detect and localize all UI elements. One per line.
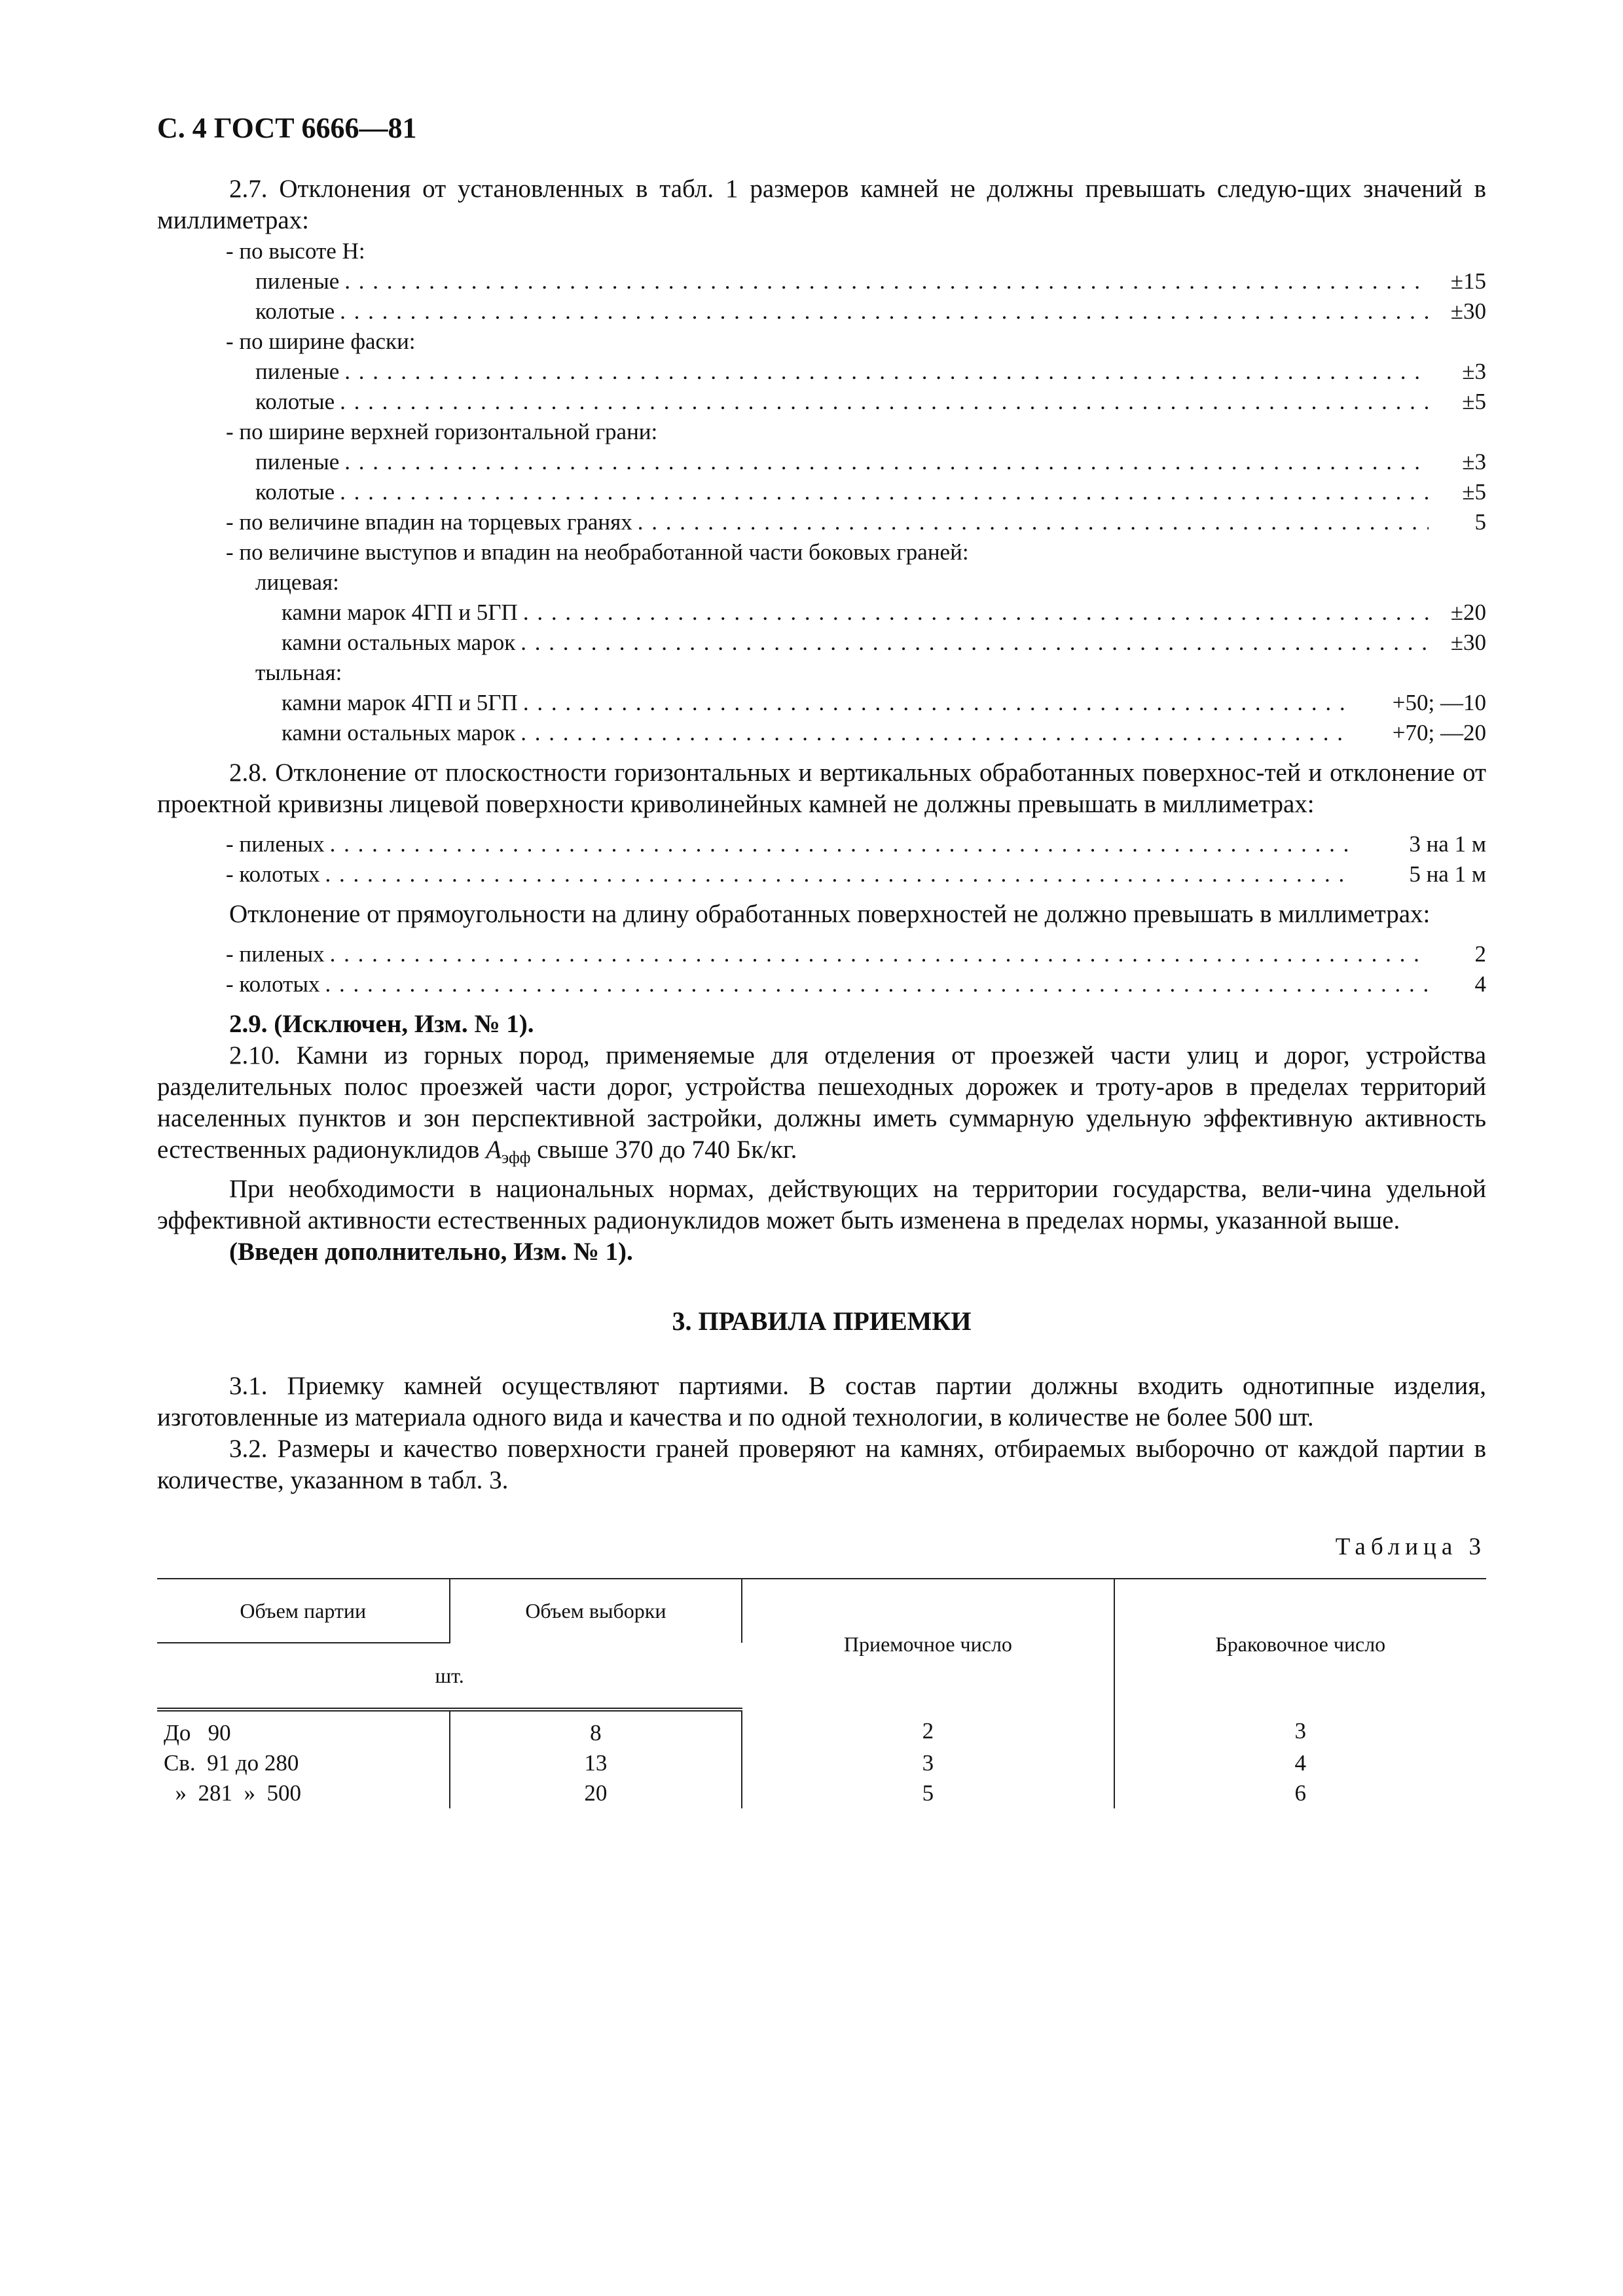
col-header-accept: Приемочное число	[742, 1579, 1114, 1710]
list-item: колотые . . . ±5	[157, 387, 1486, 417]
paragraph-3-1: 3.1. Приемку камней осуществляют партиями. В состав партии должны входить однотипные изделия, изготовленные из материала одного вида и качества и по одной технологии, в количестве не более 500 шт.	[157, 1372, 1486, 1431]
table-row: До 90 8 2 3	[157, 1710, 1486, 1748]
deviation-list-2-7	[157, 236, 1486, 748]
list-item: - пиленых . . . 2	[157, 939, 1486, 969]
list-subtitle-back: тыльная:	[255, 660, 342, 685]
paragraph-3-2: 3.2. Размеры и качество поверхности граней проверяют на камнях, отбираемых выборочно от каждой партии в количестве, указанном в табл. 3.	[157, 1435, 1486, 1494]
paragraph-2-8-rect: Отклонение от прямоугольности на длину обработанных поверхностей не должно превышать в миллиметрах:	[229, 900, 1431, 928]
list-item: - пиленых . . . 3 на 1 м	[157, 829, 1486, 859]
list-item: - колотых . . . 4	[157, 969, 1486, 999]
list-item: камни остальных марок . . . ±30	[157, 628, 1486, 658]
paragraph-2-10-national: При необходимости в национальных нормах, действующих на территории государства, вели-чина удельной эффективной активности естественных радионуклидов может быть изменена в пределах нормы, указанной выше.	[157, 1175, 1486, 1234]
list-item: пиленые . . . ±15	[157, 266, 1486, 296]
list-item: пиленые . . . ±3	[157, 357, 1486, 387]
paragraph-2-10-note: (Введен дополнительно, Изм. № 1).	[229, 1238, 633, 1266]
list-item: камни марок 4ГП и 5ГП . . . ±20	[157, 598, 1486, 628]
document-page	[157, 111, 1486, 1808]
table-row: Св. 91 до 280 13 3 4	[157, 1748, 1486, 1778]
table-row: » 281 » 500 20 5 6	[157, 1778, 1486, 1808]
col-header-unit: шт.	[157, 1643, 742, 1710]
col-header-reject: Браковочное число	[1114, 1579, 1486, 1710]
list-item: камни марок 4ГП и 5ГП . . . +50; —10	[157, 688, 1486, 718]
paragraph-2-7: 2.7. Отклонения от установленных в табл. 1 размеров камней не должны превышать следую-щих значений в миллиметрах:	[157, 175, 1486, 234]
list-item: - по величине впадин на торцевых гранях . . . 5	[157, 507, 1486, 537]
table-3	[157, 1578, 1486, 1808]
col-header-batch: Объем партии	[157, 1579, 450, 1643]
paragraph-2-8: 2.8. Отклонение от плоскостности горизонтальных и вертикальных обработанных поверхнос-тей и отклонение от проектной кривизны лицевой поверхности криволинейных камней не должны превышать в миллиметрах:	[157, 759, 1486, 818]
paragraph-2-10: 2.10. Камни из горных пород, применяемые для отделения от проезжей части улиц и дорог, устройства разделительных полос проезжей части дорог, устройства пешеходных дорожек и троту-аров в пределах территорий населенных пунктов и зон перспективной застройки, должны иметь суммарную удельную эффективную активность естественных радионуклидов $A_{эфф}$ свыше 370 до 740 Бк/кг.	[157, 1041, 1486, 1167]
paragraph-2-9: 2.9. (Исключен, Изм. № 1).	[229, 1010, 534, 1038]
list-item: колотые . . . ±30	[157, 296, 1486, 327]
list-title-height: - по высоте H:	[226, 238, 365, 264]
list-title-top-face: - по ширине верхней горизонтальной грани:	[226, 419, 658, 444]
list-item: пиленые . . . ±3	[157, 447, 1486, 477]
section-title: 3. ПРАВИЛА ПРИЕМКИ	[672, 1306, 972, 1336]
list-title-side-faces: - по величине выступов и впадин на необработанной части боковых граней:	[226, 539, 969, 565]
symbol-a-eff: A	[486, 1136, 501, 1164]
table-caption: Таблица 3	[1335, 1534, 1486, 1560]
col-header-sample: Объем выборки	[450, 1579, 742, 1643]
list-item: колотые . . . ±5	[157, 477, 1486, 507]
list-item: камни остальных марок . . . +70; —20	[157, 718, 1486, 748]
list-subtitle-front: лицевая:	[255, 569, 339, 595]
list-title-chamfer: - по ширине фаски:	[226, 329, 416, 354]
page-header: С. 4 ГОСТ 6666—81	[157, 112, 417, 144]
list-item: - колотых . . . 5 на 1 м	[157, 859, 1486, 889]
